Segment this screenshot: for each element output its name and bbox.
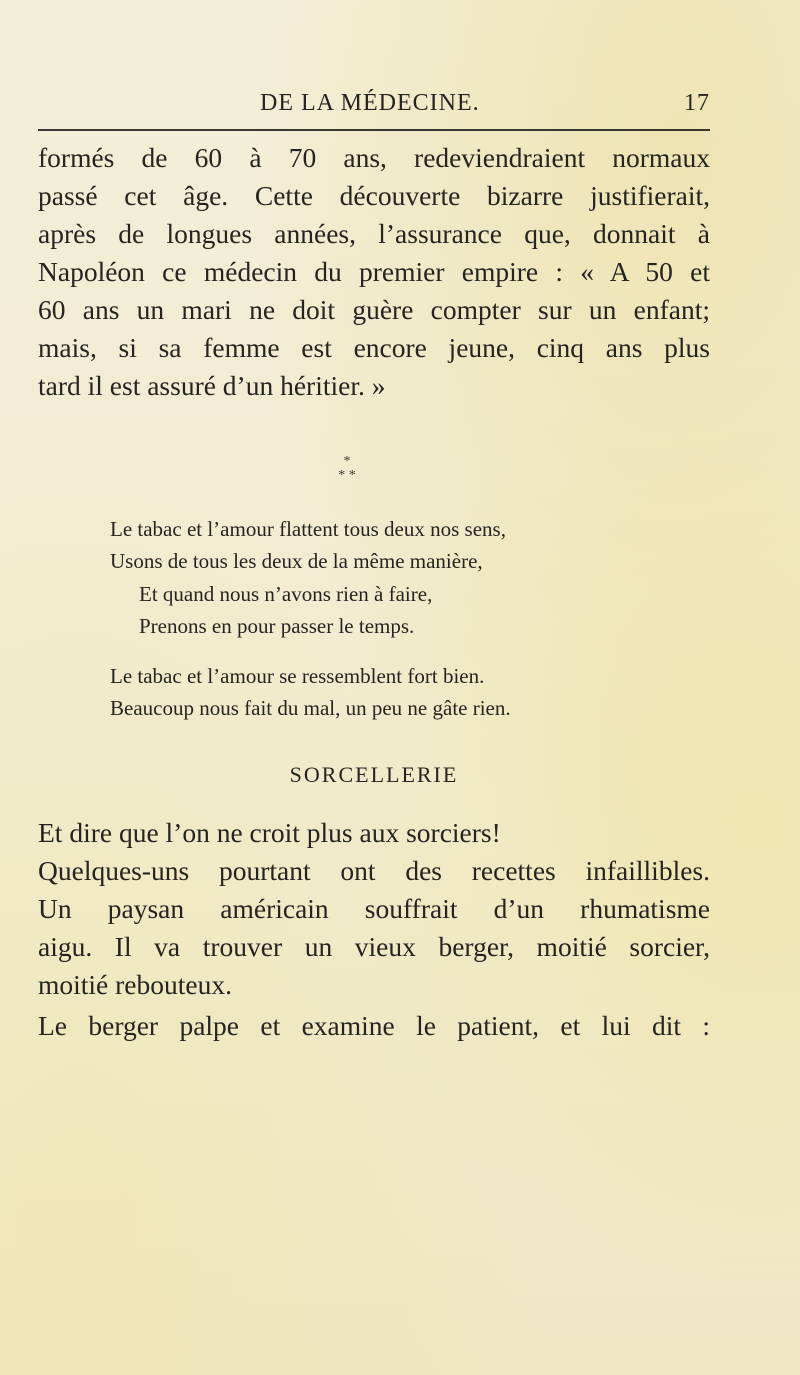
verse-line: Et quand nous n’avons rien à faire, bbox=[139, 582, 433, 606]
paragraph-sorcery bbox=[38, 814, 710, 1004]
page-number: 17 bbox=[684, 90, 710, 116]
paragraph-napoleon bbox=[38, 139, 710, 405]
text-line: tard il est assuré d’un héritier. » bbox=[38, 370, 386, 401]
header-rule bbox=[38, 129, 710, 131]
text-line: 60 ans un mari ne doit guère compter sur un enfant; bbox=[38, 294, 710, 325]
asterism-bottom: * * bbox=[338, 468, 356, 483]
verse-line: Prenons en pour passer le temps. bbox=[139, 614, 415, 638]
text-line: aigu. Il va trouver un vieux berger, moitié sorcier, bbox=[38, 931, 710, 962]
text-line: Un paysan américain souffrait d’un rhumatisme bbox=[38, 893, 710, 924]
verse-line: Usons de tous les deux de la même manière, bbox=[110, 549, 483, 573]
verse-line: Le tabac et l’amour flattent tous deux nos sens, bbox=[110, 517, 506, 541]
running-head bbox=[38, 90, 710, 130]
text-line: après de longues années, l’assurance que, donnait à bbox=[38, 218, 710, 249]
verse-line: Beaucoup nous fait du mal, un peu ne gâte rien. bbox=[110, 696, 511, 720]
paragraph-berger bbox=[38, 1007, 710, 1045]
running-title: DE LA MÉDECINE. bbox=[260, 90, 480, 116]
section-title: SORCELLERIE bbox=[289, 762, 459, 787]
text-line: formés de 60 à 70 ans, redeviendraient normaux bbox=[38, 142, 710, 173]
verse-line: Le tabac et l’amour se ressemblent fort bien. bbox=[110, 664, 485, 688]
text-line: mais, si sa femme est encore jeune, cinq ans plus bbox=[38, 332, 710, 363]
text-line: passé cet âge. Cette découverte bizarre justifierait, bbox=[38, 180, 710, 211]
asterism-top: * bbox=[343, 454, 351, 469]
text-line: Napoléon ce médecin du premier empire : « A 50 et bbox=[38, 256, 710, 287]
asterism-separator bbox=[327, 455, 367, 483]
text-line: Le berger palpe et examine le patient, et lui dit : bbox=[38, 1010, 710, 1041]
text-line: moitié rebouteux. bbox=[38, 969, 232, 1000]
text-line: Et dire que l’on ne croit plus aux sorciers! bbox=[38, 817, 501, 848]
text-line: Quelques-uns pourtant ont des recettes infaillibles. bbox=[38, 855, 710, 886]
